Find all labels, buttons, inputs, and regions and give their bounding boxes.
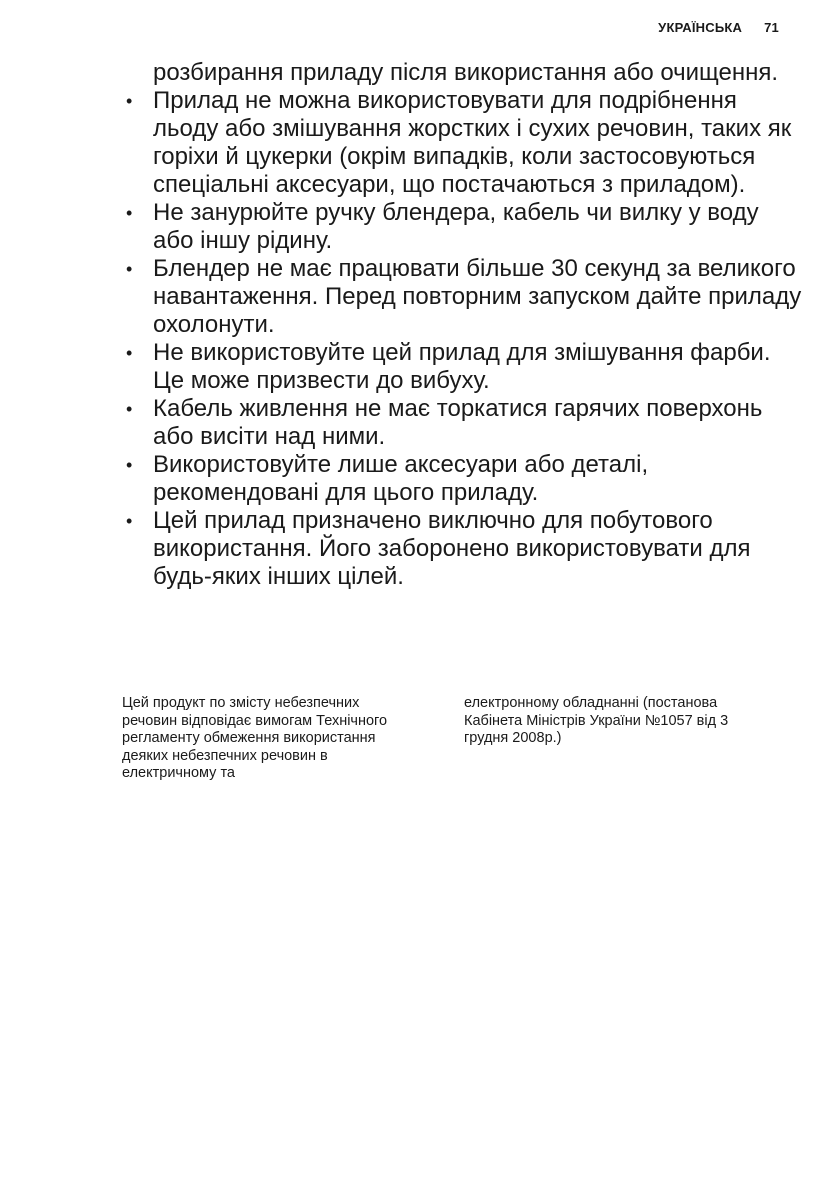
list-item-text: Цей прилад призначено виключно для побутового використання. Його заборонено використовувати для будь-яких інших цілей. xyxy=(153,507,751,590)
list-item xyxy=(122,451,802,507)
list-item xyxy=(122,339,802,395)
compliance-right-column: електронному обладнанні (постанова Кабінета Міністрів України №1057 від 3 грудня 2008р.) xyxy=(464,695,729,746)
page-number: 71 xyxy=(764,20,779,35)
list-item-text: Не використовуйте цей прилад для змішування фарби. Це може призвести до вибуху. xyxy=(153,339,771,394)
list-item xyxy=(122,395,802,451)
bullet-icon: • xyxy=(126,511,133,531)
list-item-text: Використовуйте лише аксесуари або деталі, рекомендовані для цього приладу. xyxy=(153,451,649,506)
list-item xyxy=(122,199,802,255)
list-item xyxy=(122,87,802,199)
list-item-text: Кабель живлення не має торкатися гарячих поверхонь або висіти над ними. xyxy=(153,395,763,450)
list-item-text: Блендер не має працювати більше 30 секунд за великого навантаження. Перед повторним запуском дайте приладу охолонути. xyxy=(153,255,802,338)
bullet-icon: • xyxy=(126,259,133,279)
safety-instructions xyxy=(122,59,802,591)
compliance-left-column: Цей продукт по змісту небезпечних речовин відповідає вимогам Технічного регламенту обмеження використання деяких небезпечних речовин в електричному та xyxy=(122,695,388,781)
language-label: УКРАЇНСЬКА xyxy=(658,20,743,35)
continuation-text: розбирання приладу після використання або очищення. xyxy=(153,59,779,86)
list-item xyxy=(122,255,802,339)
bullet-icon: • xyxy=(126,91,133,111)
list-item-text: Не занурюйте ручку блендера, кабель чи вилку у воду або іншу рідину. xyxy=(153,199,759,254)
bullet-icon: • xyxy=(126,399,133,419)
safety-list xyxy=(122,87,802,591)
bullet-icon: • xyxy=(126,203,133,223)
list-item-text: Прилад не можна використовувати для подрібнення льоду або змішування жорстких і сухих речовин, таких як горіхи й цукерки (окрім випадків, коли застосовуються спеціальні аксесуари, що постачаються з приладом). xyxy=(153,87,792,198)
page-header xyxy=(658,20,779,35)
list-item xyxy=(122,507,802,591)
bullet-icon: • xyxy=(126,455,133,475)
compliance-notice xyxy=(122,695,782,783)
bullet-icon: • xyxy=(126,343,133,363)
